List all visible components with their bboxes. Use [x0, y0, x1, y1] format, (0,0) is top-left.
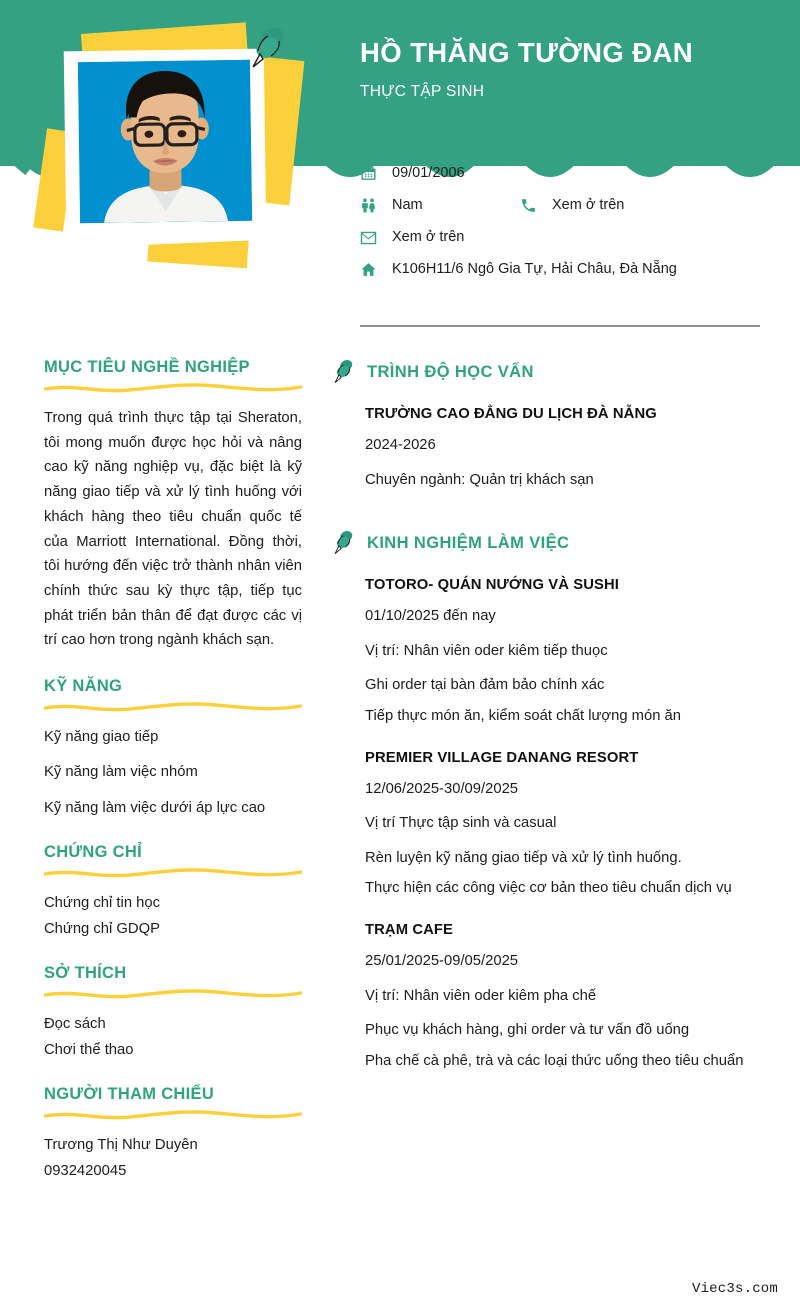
experience-period: 25/01/2025-09/05/2025 — [365, 952, 519, 969]
list-item: Kỹ năng làm việc dưới áp lực cao — [44, 799, 266, 816]
avatar — [78, 60, 252, 223]
experience-company: PREMIER VILLAGE DANANG RESORT — [365, 749, 639, 766]
pushpin-icon — [246, 24, 292, 74]
list-item: Kỹ năng giao tiếp — [44, 729, 159, 746]
section-skills — [44, 677, 302, 821]
contact-row-email — [360, 227, 760, 248]
contact-gender — [360, 195, 520, 216]
experience-company: TRẠM CAFE — [365, 921, 454, 938]
left-sidebar — [44, 358, 302, 1184]
list-item: Trương Thị Như Duyên — [44, 1137, 198, 1154]
list-item: Chứng chỉ GDQP — [44, 920, 160, 937]
section-title-reference: NGƯỜI THAM CHIẾU — [44, 1085, 215, 1104]
section-title-education: TRÌNH ĐỘ HỌC VẤN — [367, 362, 534, 381]
section-title-experience: KINH NGHIỆM LÀM VIỆC — [367, 533, 570, 552]
experience-detail: Rèn luyện kỹ năng giao tiếp và xử lý tình huống. — [365, 849, 682, 866]
gender-value: Nam — [392, 197, 423, 214]
section-header-education — [330, 358, 770, 386]
calendar-icon — [360, 163, 386, 183]
education-entry — [365, 406, 770, 491]
objective-text: Trong quá trình thực tập tại Sheraton, tôi mong muốn được học hỏi và nâng cao kỹ năng nghiệp vụ, đặc biệt là kỹ năng giao tiếp và xử lý tình huống với khách hàng theo tiêu chuẩn quốc tế của Marriott International. Đồng thời, tôi hướng đến việc trở thành nhân viên chính thức sau kỳ thực tập, tiếp tục phát triển bản thân để đạt được các vị trí cao hơn trong ngành khách sạn. — [44, 410, 302, 649]
education-school: TRƯỜNG CAO ĐẲNG DU LỊCH ĐÀ NẴNG — [365, 406, 657, 422]
right-main-column — [330, 358, 770, 1072]
header-text — [360, 36, 780, 101]
list-item: Đọc sách — [44, 1016, 106, 1033]
home-icon — [360, 259, 386, 279]
page-title: HỒ THĂNG TƯỜNG ĐAN — [360, 37, 694, 68]
job-title: THỰC TẬP SINH — [360, 83, 485, 100]
wave-underline-icon — [44, 382, 302, 394]
wave-underline-icon — [44, 867, 302, 879]
portrait-illustration — [78, 60, 252, 223]
photo-block — [0, 0, 330, 290]
experience-detail: Thực hiện các công việc cơ bản theo tiêu chuẩn dịch vụ — [365, 880, 732, 897]
list-item: Chơi thể thao — [44, 1041, 134, 1058]
experience-company: TOTORO- QUÁN NƯỚNG VÀ SUSHI — [365, 577, 619, 594]
experience-detail: Pha chế cà phê, trà và các loại thức uống theo tiêu chuẩn — [365, 1052, 744, 1069]
experience-detail: Phục vụ khách hàng, ghi order và tư vấn đồ uống — [365, 1022, 690, 1039]
contact-row-gender-phone — [360, 195, 760, 216]
envelope-icon — [360, 227, 386, 247]
wave-underline-icon — [44, 1109, 302, 1121]
gender-icon — [360, 195, 386, 215]
experience-position: Vị trí: Nhân viên oder kiêm pha chế — [365, 987, 597, 1004]
address-value: K106H11/6 Ngô Gia Tự, Hải Châu, Đà Nẵng — [392, 261, 677, 278]
phone-value: Xem ở trên — [552, 197, 625, 214]
list-item: Kỹ năng làm việc nhóm — [44, 764, 198, 781]
section-title-objective: MỤC TIÊU NGHỀ NGHIỆP — [44, 358, 250, 376]
experience-period: 12/06/2025-30/09/2025 — [365, 780, 519, 797]
experience-position: Vị trí Thực tập sinh và casual — [365, 815, 557, 832]
experience-detail: Ghi order tại bàn đảm bảo chính xác — [365, 677, 605, 694]
watermark: Viec3s.com — [691, 1281, 778, 1297]
contact-row-address — [360, 259, 760, 280]
yellow-shape-d — [147, 234, 249, 269]
experience-detail: Tiếp thực món ăn, kiểm soát chất lượng món ăn — [365, 707, 682, 724]
education-period: 2024-2026 — [365, 437, 436, 453]
wave-underline-icon — [44, 988, 302, 1000]
section-header-experience — [330, 529, 770, 557]
wave-underline-icon — [44, 701, 302, 713]
list-item: Chứng chỉ tin học — [44, 895, 161, 912]
contact-phone — [520, 195, 760, 216]
experience-entry — [365, 922, 770, 1072]
experience-period: 01/10/2025 đến nay — [365, 608, 496, 625]
photo-frame — [64, 49, 267, 235]
section-certificates — [44, 843, 302, 942]
pushpin-icon — [330, 529, 358, 557]
list-item: 0932420045 — [44, 1162, 127, 1179]
section-hobbies — [44, 964, 302, 1063]
contact-info — [360, 163, 760, 291]
pushpin-icon — [330, 358, 358, 386]
phone-icon — [520, 195, 546, 215]
section-title-certificates: CHỨNG CHỈ — [44, 843, 142, 862]
experience-position: Vị trí: Nhân viên oder kiêm tiếp thuọc — [365, 642, 608, 659]
section-education — [330, 358, 770, 491]
section-reference — [44, 1085, 302, 1184]
section-objective — [44, 358, 302, 653]
section-title-hobbies: SỞ THÍCH — [44, 964, 127, 983]
education-major: Chuyên ngành: Quản trị khách sạn — [365, 471, 594, 488]
experience-entry — [365, 750, 770, 900]
section-experience — [330, 529, 770, 1072]
contact-divider — [360, 325, 760, 327]
section-title-skills: KỸ NĂNG — [44, 677, 123, 696]
birthday-value: 09/01/2006 — [392, 165, 465, 181]
experience-entry — [365, 577, 770, 727]
contact-row-birthday — [360, 163, 760, 184]
email-value: Xem ở trên — [392, 229, 465, 246]
